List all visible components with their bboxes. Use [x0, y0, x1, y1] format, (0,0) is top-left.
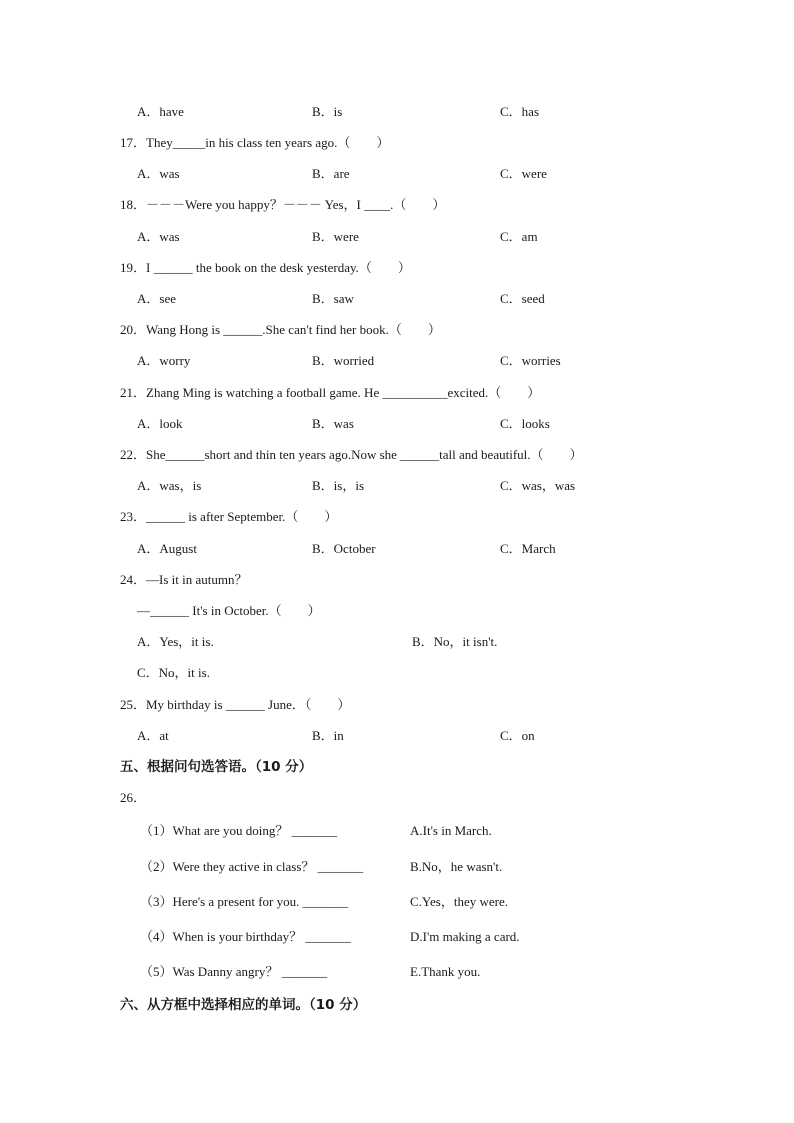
q17-option-b: B．are: [312, 166, 350, 181]
q21-stem: 21．Zhang Ming is watching a football game. He __________excited.（ ）: [120, 385, 541, 400]
q25-option-b: B．in: [312, 728, 344, 743]
match-question-4: （4）When is your birthday？ _______: [140, 929, 351, 944]
q19-stem: 19．I ______ the book on the desk yesterday.（ ）: [120, 260, 411, 275]
q17-option-a: A．was: [137, 166, 180, 181]
q23-option-b: B．October: [312, 541, 376, 556]
q18-option-a: A．was: [137, 229, 180, 244]
q25-option-c: C．on: [500, 728, 535, 743]
q24-option-c: C．No，it is.: [137, 665, 210, 680]
match-question-3: （3）Here's a present for you. _______: [140, 894, 349, 909]
match-answer-e: E.Thank you.: [410, 964, 481, 979]
q22-option-c: C．was，was: [500, 478, 576, 493]
q18-option-b: B．were: [312, 229, 359, 244]
q20-option-c: C．worries: [500, 353, 561, 368]
q16-option-a: A．have: [137, 104, 184, 119]
q26-number: 26．: [120, 790, 147, 805]
q24-option-b: B．No，it isn't.: [412, 634, 498, 649]
q17-stem: 17．They_____in his class ten years ago.（ ）: [120, 135, 390, 150]
q18-stem: 18．－－－Were you happy？－－－ Yes，I ____.（ ）: [120, 197, 446, 212]
match-answer-c: C.Yes，they were.: [410, 894, 508, 909]
match-answer-d: D.I'm making a card.: [410, 929, 520, 944]
q24-option-a: A．Yes，it is.: [137, 634, 214, 649]
q23-option-c: C．March: [500, 541, 556, 556]
q19-option-b: B．saw: [312, 291, 354, 306]
q23-stem: 23．______ is after September.（ ）: [120, 509, 338, 524]
q22-option-a: A．was，is: [137, 478, 202, 493]
q19-option-a: A．see: [137, 291, 176, 306]
q21-option-b: B．was: [312, 416, 354, 431]
q19-option-c: C．seed: [500, 291, 545, 306]
q22-stem: 22．She______short and thin ten years ago.Now she ______tall and beautiful.（ ）: [120, 447, 583, 462]
q24-stem: 24．—Is it in autumn？: [120, 572, 248, 587]
q21-option-c: C．looks: [500, 416, 550, 431]
section6-title: 六、从方框中选择相应的单词。（10 分）: [120, 997, 367, 1013]
section5-title: 五、根据问句选答语。（10 分）: [120, 759, 313, 775]
q21-option-a: A．look: [137, 416, 183, 431]
q23-option-a: A．August: [137, 541, 197, 556]
q24-stem-reply: —______ It's in October.（ ）: [137, 603, 321, 618]
match-question-2: （2）Were they active in class？ _______: [140, 859, 364, 874]
q20-stem: 20．Wang Hong is ______.She can't find her book.（ ）: [120, 322, 441, 337]
q22-option-b: B．is，is: [312, 478, 365, 493]
match-answer-a: A.It's in March.: [410, 823, 492, 838]
match-answer-b: B.No，he wasn't.: [410, 859, 503, 874]
q20-option-a: A．worry: [137, 353, 191, 368]
q20-option-b: B．worried: [312, 353, 375, 368]
match-question-1: （1）What are you doing？ _______: [140, 823, 338, 838]
q18-option-c: C．am: [500, 229, 538, 244]
q16-option-b: B．is: [312, 104, 343, 119]
q25-option-a: A．at: [137, 728, 169, 743]
q17-option-c: C．were: [500, 166, 547, 181]
q25-stem: 25．My birthday is ______ June．（ ）: [120, 697, 351, 712]
q16-option-c: C．has: [500, 104, 540, 119]
match-question-5: （5）Was Danny angry？ _______: [140, 964, 328, 979]
